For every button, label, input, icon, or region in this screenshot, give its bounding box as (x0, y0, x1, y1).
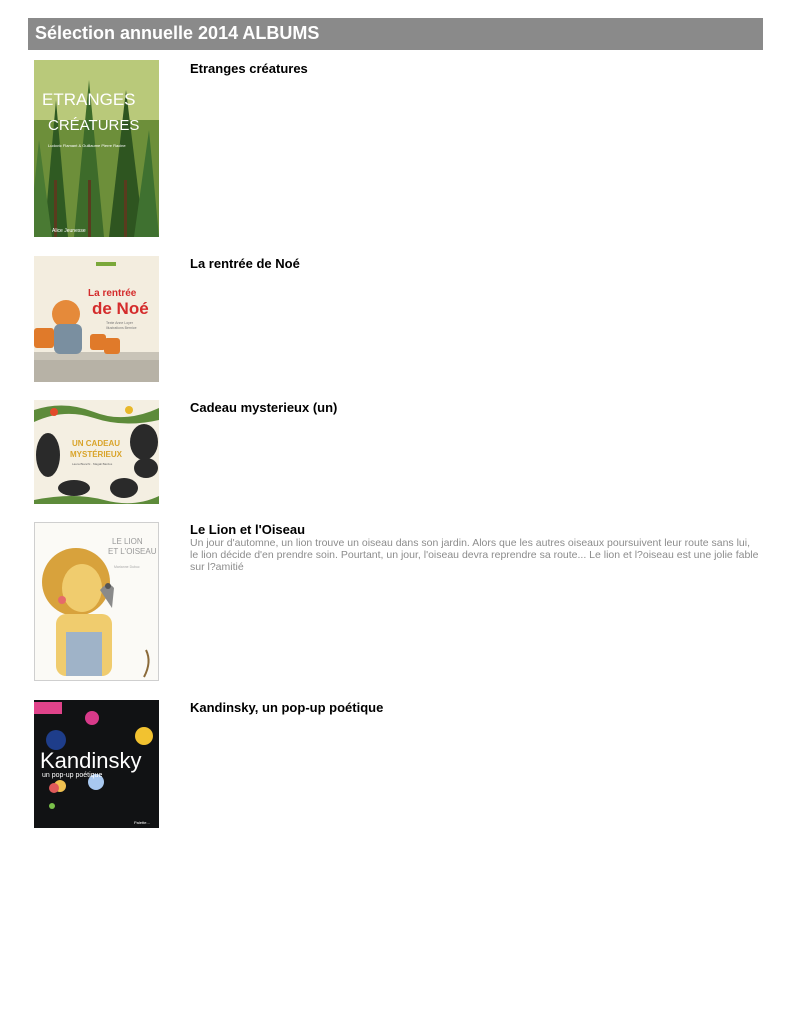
svg-text:Ludovic Flamant & Guillaume Pi: Ludovic Flamant & Guillaume Pierre Racine (48, 143, 126, 148)
book-cover-image[interactable] (34, 700, 159, 828)
svg-text:Texte Anne Loyer: Texte Anne Loyer (106, 321, 134, 325)
book-title[interactable]: Kandinsky, un pop-up poétique (190, 700, 384, 715)
svg-text:Marianne Dubuc: Marianne Dubuc (114, 565, 140, 569)
cover-illustration (34, 700, 159, 828)
book-title[interactable]: Cadeau mysterieux (un) (190, 400, 338, 415)
book-cover-image[interactable] (34, 522, 159, 681)
svg-text:LE LION: LE LION (112, 537, 143, 546)
book-cover-image[interactable] (34, 256, 159, 382)
book-description: Un jour d'automne, un lion trouve un oiseau dans son jardin. Alors que les autres oiseaux poursuivent leur route sans lui, le lion décide d'en prendre soin. Pourtant, un jour, l'oiseau devra reprendre sa route... Le lion et l?oiseau est une jolie fable sur l?amitié (190, 537, 759, 573)
svg-text:Palette...: Palette... (134, 820, 150, 825)
svg-text:CRÉATURES: CRÉATURES (48, 117, 140, 134)
svg-text:de Noé: de Noé (92, 299, 149, 318)
svg-text:La rentrée: La rentrée (88, 288, 137, 299)
book-cover-image[interactable] (34, 400, 159, 504)
book-cover-image[interactable] (34, 60, 159, 237)
svg-text:ETRANGES: ETRANGES (42, 90, 136, 109)
cover-illustration (34, 522, 159, 681)
book-title[interactable]: La rentrée de Noé (190, 256, 300, 271)
cover-illustration (34, 400, 159, 504)
svg-text:un pop-up poétique: un pop-up poétique (42, 772, 103, 779)
svg-text:Kandinsky: Kandinsky (40, 748, 142, 773)
svg-text:Alice Jeunesse: Alice Jeunesse (52, 228, 86, 234)
svg-text:Illustrations Bernice: Illustrations Bernice (106, 326, 137, 330)
book-title[interactable]: Le Lion et l'Oiseau (190, 522, 306, 537)
cover-illustration (34, 256, 159, 382)
book-title[interactable]: Etranges créatures (190, 61, 308, 76)
svg-text:UN CADEAU: UN CADEAU (72, 439, 120, 448)
svg-text:ET L'OISEAU: ET L'OISEAU (108, 547, 157, 556)
cover-illustration (34, 60, 159, 237)
svg-text:Laura Bianchi · Magali Bardos: Laura Bianchi · Magali Bardos (72, 462, 113, 466)
page-title: Sélection annuelle 2014 ALBUMS (28, 18, 763, 50)
svg-text:MYSTÉRIEUX: MYSTÉRIEUX (70, 450, 123, 459)
